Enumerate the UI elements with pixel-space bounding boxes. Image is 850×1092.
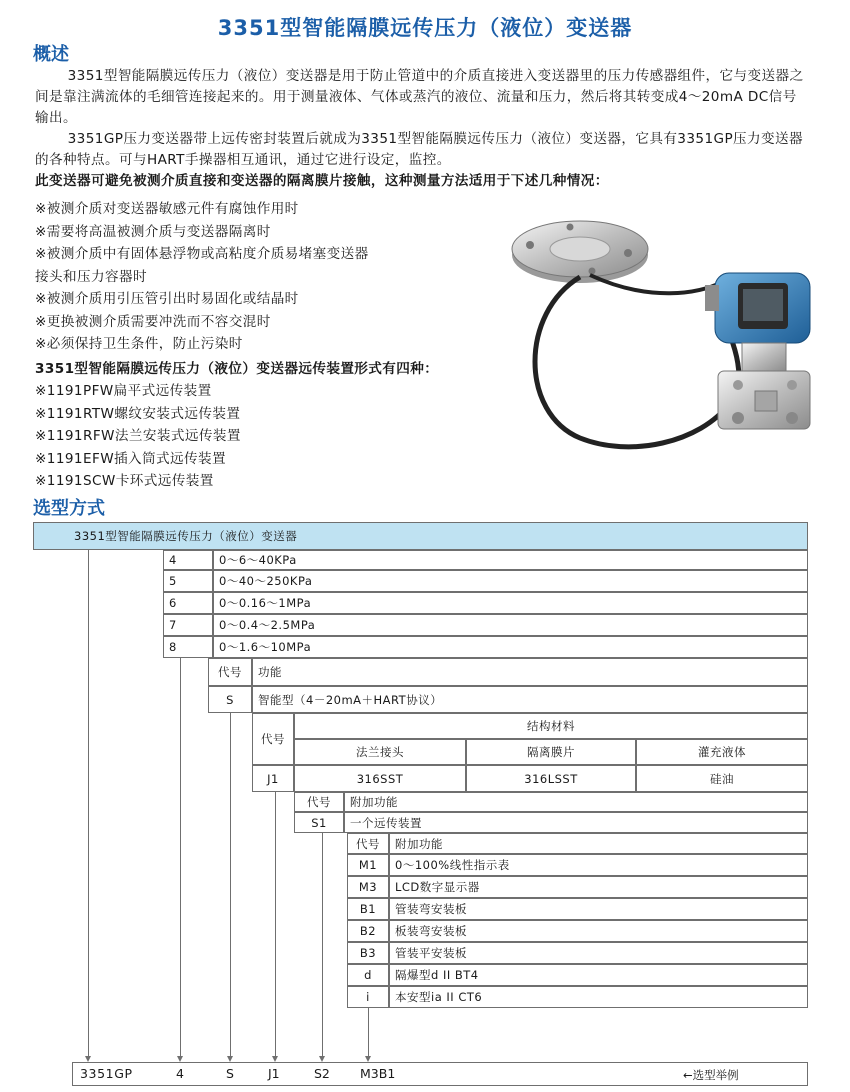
range-code: 4 bbox=[163, 550, 213, 570]
extra2-desc: 板装弯安装板 bbox=[389, 920, 808, 942]
connector-line bbox=[275, 792, 276, 1060]
material-flange-value: 316SST bbox=[294, 765, 466, 792]
overview-text bbox=[35, 66, 810, 192]
range-code: 5 bbox=[163, 570, 213, 592]
connector-line bbox=[180, 658, 181, 1060]
material-code-label: 代号 bbox=[252, 713, 294, 765]
case-list bbox=[35, 198, 369, 356]
material-title: 结构材料 bbox=[294, 713, 808, 739]
func-code: S bbox=[208, 686, 252, 713]
connector-line bbox=[230, 713, 231, 1060]
extra2-code: d bbox=[347, 964, 389, 986]
case-item: ※必须保持卫生条件，防止污染时 bbox=[35, 336, 243, 352]
case-item: ※被测介质用引压管引出时易固化或结晶时 bbox=[35, 291, 299, 307]
extra2-code: M1 bbox=[347, 854, 389, 876]
material-col-flange: 法兰接头 bbox=[294, 739, 466, 765]
extra2-code: M3 bbox=[347, 876, 389, 898]
range-value: 0～0.4～2.5MPa bbox=[213, 614, 808, 636]
overview-heading: 概述 bbox=[33, 44, 69, 65]
overview-paragraph-1: 3351型智能隔膜远传压力（液位）变送器是用于防止管道中的介质直接进入变送器里的压力传感器组件，它与变送器之间是靠注满流体的毛细管连接起来的。用于测量液体、气体或蒸汽的液位、流量和压力，然后将其转变成4～20mA DC信号输出。 bbox=[35, 68, 804, 126]
extra2-desc: 隔爆型d II BT4 bbox=[389, 964, 808, 986]
extra1-desc: 一个远传装置 bbox=[344, 812, 808, 833]
example-extra2: M3B1 bbox=[360, 1066, 396, 1081]
extra2-desc: LCD数字显示器 bbox=[389, 876, 808, 898]
material-col-diaphragm: 隔离膜片 bbox=[466, 739, 636, 765]
range-value: 0～0.16～1MPa bbox=[213, 592, 808, 614]
forms-title: 3351型智能隔膜远传压力（液位）变送器远传装置形式有四种： bbox=[35, 361, 439, 377]
extra1-title-label: 附加功能 bbox=[344, 792, 808, 812]
overview-bold-line: 此变送器可避免被测介质直接和变送器的隔离膜片接触，这种测量方法适用于下述几种情况： bbox=[35, 173, 609, 189]
example-function: S bbox=[226, 1066, 234, 1081]
extra2-code: i bbox=[347, 986, 389, 1008]
extra2-desc: 0～100%线性指示表 bbox=[389, 854, 808, 876]
range-code: 8 bbox=[163, 636, 213, 658]
case-item: ※被测介质中有固体悬浮物或高粘度介质易堵塞变送器 bbox=[35, 246, 369, 262]
range-code: 6 bbox=[163, 592, 213, 614]
page-title: 3351型智能隔膜远传压力（液位）变送器 bbox=[217, 16, 633, 40]
extra2-desc: 管装平安装板 bbox=[389, 942, 808, 964]
material-fill-value: 硅油 bbox=[636, 765, 808, 792]
range-value: 0～6～40KPa bbox=[213, 550, 808, 570]
extra1-code: S1 bbox=[294, 812, 344, 833]
form-item: ※1191RTW螺纹安装式远传装置 bbox=[35, 405, 241, 422]
extra2-desc: 本安型ia II CT6 bbox=[389, 986, 808, 1008]
example-extra1: S2 bbox=[314, 1066, 330, 1081]
extra2-code: B1 bbox=[347, 898, 389, 920]
case-item: ※被测介质对变送器敏感元件有腐蚀作用时 bbox=[35, 201, 299, 217]
example-note: ←选型举例 bbox=[683, 1068, 739, 1082]
range-value: 0～1.6～10MPa bbox=[213, 636, 808, 658]
material-code: J1 bbox=[252, 765, 294, 792]
material-diaphragm-value: 316LSST bbox=[466, 765, 636, 792]
connector-line bbox=[368, 1008, 369, 1060]
case-item: 接头和压力容器时 bbox=[35, 268, 147, 285]
form-item: ※1191RFW法兰安装式远传装置 bbox=[35, 428, 241, 444]
extra2-title-label: 附加功能 bbox=[389, 833, 808, 854]
case-item: ※需要将高温被测介质与变送器隔离时 bbox=[35, 223, 271, 240]
extra1-code-label: 代号 bbox=[294, 792, 344, 812]
form-item: ※1191EFW插入筒式远传装置 bbox=[35, 450, 226, 467]
material-col-fill: 灌充液体 bbox=[636, 739, 808, 765]
extra2-code: B2 bbox=[347, 920, 389, 942]
form-item: ※1191SCW卡环式远传装置 bbox=[35, 473, 214, 489]
func-desc: 智能型（4－20mA＋HART协议） bbox=[252, 686, 808, 713]
extra2-code: B3 bbox=[347, 942, 389, 964]
selection-heading: 选型方式 bbox=[33, 498, 105, 519]
transmitter-photo bbox=[500, 213, 830, 478]
connector-line bbox=[88, 550, 89, 1060]
func-title-label: 功能 bbox=[252, 658, 808, 686]
range-code: 7 bbox=[163, 614, 213, 636]
func-code-label: 代号 bbox=[208, 658, 252, 686]
range-value: 0～40～250KPa bbox=[213, 570, 808, 592]
extra2-desc: 管装弯安装板 bbox=[389, 898, 808, 920]
connector-line bbox=[322, 833, 323, 1060]
forms-list bbox=[35, 380, 241, 493]
example-model: 3351GP bbox=[80, 1066, 133, 1081]
overview-paragraph-2: 3351GP压力变送器带上远传密封装置后就成为3351型智能隔膜远传压力（液位）变送器，它具有3351GP压力变送器的各种特点。可与HART手操器相互通讯，通过它进行设定，监控。 bbox=[35, 131, 804, 168]
example-material: J1 bbox=[268, 1066, 280, 1081]
form-item: ※1191PFW扁平式远传装置 bbox=[35, 383, 212, 399]
case-item: ※更换被测介质需要冲洗而不容交混时 bbox=[35, 313, 271, 330]
extra2-code-label: 代号 bbox=[347, 833, 389, 854]
example-range: 4 bbox=[176, 1066, 184, 1081]
table-header: 3351型智能隔膜远传压力（液位）变送器 bbox=[33, 522, 808, 550]
